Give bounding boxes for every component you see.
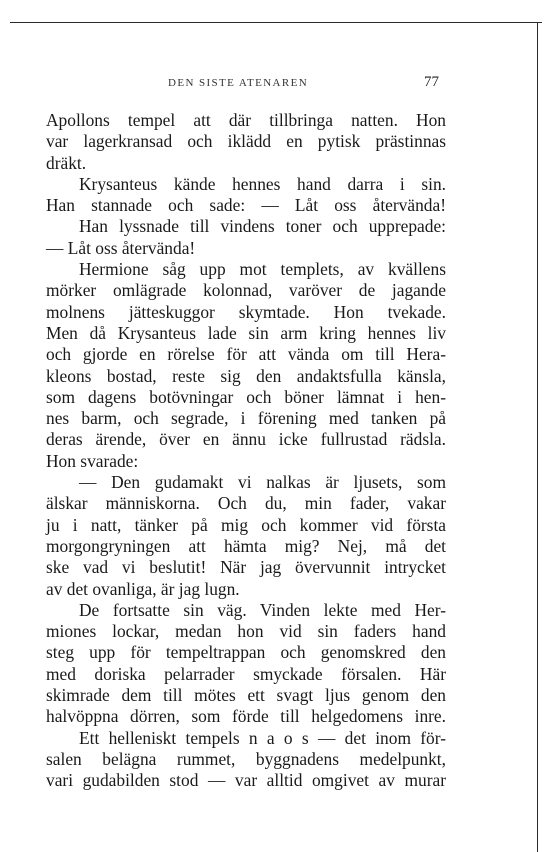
text-line: ske vad vi beslutit! När jag övervunnit intrycket: [46, 557, 446, 578]
text-line: morgongryningen att hämta mig? Nej, må det: [46, 535, 446, 556]
text-line: Apollons tempel att där tillbringa natten. Hon: [46, 110, 446, 130]
text-line: älskar människorna. Och du, min fader, vakar: [46, 493, 446, 514]
text-line: steg upp för tempeltrappan och genomskred den: [46, 642, 446, 663]
text-line: Men då Krysanteus lade sin arm kring hennes liv: [46, 322, 446, 343]
text-line: — Den gudamakt vi nalkas är ljusets, som: [79, 472, 446, 493]
text-line: som dagens botövningar och böner lämnat i hen-: [46, 386, 446, 407]
text-line: var lagerkransad och iklädd en pytisk prästinnas: [46, 131, 446, 152]
text-line: kleons bostad, reste sig den andaktsfulla känsla,: [46, 365, 446, 386]
text-line: vari gudabilden stod — var alltid omgivet av murar: [46, 770, 446, 791]
text-line: nes barm, och segrade, i förening med tanken på: [46, 408, 446, 429]
text-line: av det ovanliga, är jag lugn.: [46, 578, 240, 599]
running-header: [0, 74, 544, 94]
text-line: mörker omlägrade kolonnad, varöver de jagande: [46, 280, 446, 301]
top-border-line: [10, 22, 542, 23]
text-line: ju i natt, tänker på mig och kommer vid första: [46, 514, 446, 535]
right-border-line: [537, 22, 538, 852]
text-line: Ett helleniskt tempels n a o s — det inom för-: [79, 727, 446, 748]
page-number: 77: [424, 74, 439, 90]
text-line: Hon svarade:: [46, 450, 139, 471]
running-title: DEN SISTE ATENAREN: [168, 77, 309, 89]
text-line: miones lockar, medan hon vid sin faders hand: [46, 621, 446, 642]
text-line: — Låt oss återvända!: [46, 237, 196, 258]
text-line: deras ärende, över en ännu icke fullrustad rädsla.: [46, 429, 446, 450]
text-line: Hermione såg upp mot templets, av kvällens: [79, 259, 446, 280]
text-line: salen belägna rummet, byggnadens medelpunkt,: [46, 748, 446, 769]
text-line: Han stannade och sade: — Låt oss återvända!: [46, 195, 446, 216]
text-line: Han lyssnade till vindens toner och upprepade:: [79, 216, 446, 237]
text-line: Krysanteus kände hennes hand darra i sin.: [79, 173, 446, 194]
text-line: De fortsatte sin väg. Vinden lekte med Her-: [79, 599, 446, 620]
text-line: skimrade dem till mötes ett svagt ljus genom den: [46, 685, 446, 706]
text-line: molnens jätteskuggor skymtade. Hon tvekade.: [46, 301, 446, 322]
text-line: halvöppna dörren, som förde till helgedomens inre.: [46, 706, 446, 727]
body-text: [46, 110, 446, 792]
text-line: och gjorde en rörelse för att vända om till Hera-: [46, 344, 446, 365]
text-line: med doriska pelarrader smyckade försalen. Här: [46, 663, 446, 684]
text-line: dräkt.: [46, 152, 87, 173]
